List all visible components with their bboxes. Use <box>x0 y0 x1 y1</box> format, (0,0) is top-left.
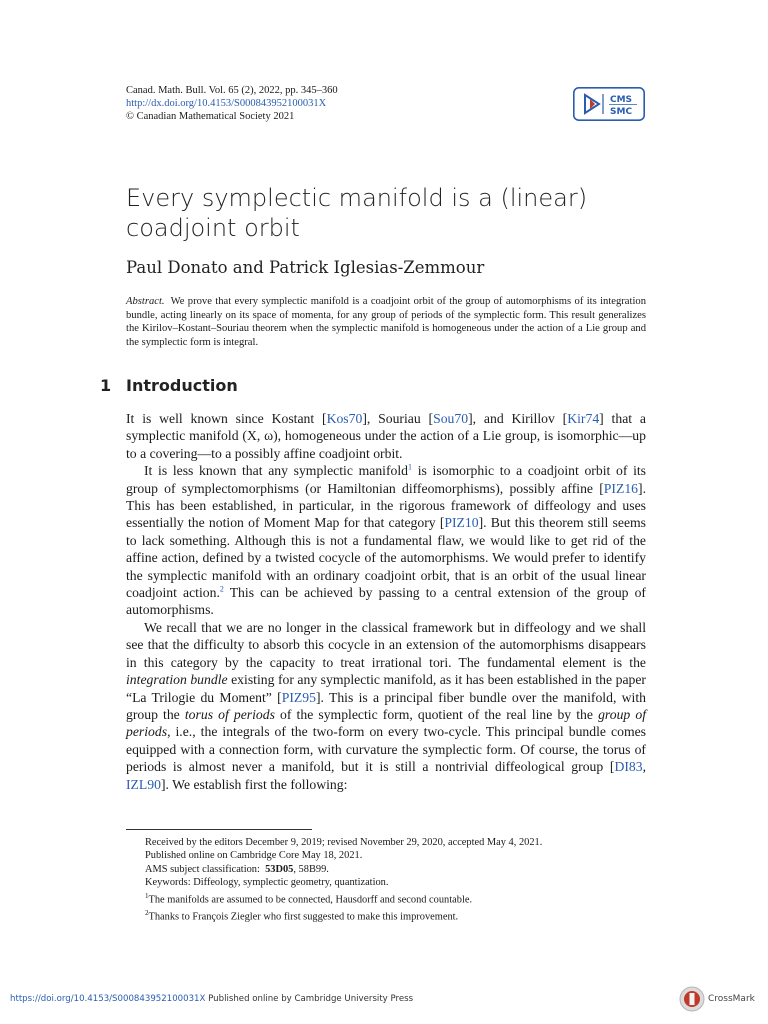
cms-smc-logo <box>573 87 645 121</box>
logo-text-cms: CMS <box>610 95 633 105</box>
journal-header <box>126 84 338 123</box>
section-number: 1 <box>100 376 112 395</box>
logo-text-smc: SMC <box>610 107 633 117</box>
footnote-rule <box>126 829 312 830</box>
crossmark-badge[interactable] <box>679 986 759 1012</box>
abstract-text: We prove that every symplectic manifold is a coadjoint orbit of the group of automorphisms of its integration bundle, acting linearly on its space of momenta, for any group of periods of the symplectic form. This result generalizes the Kirilov–Kostant–Souriau theorem when the symplectic manifold is homogeneous under the action of a Lie group and the symplectic form is integral. <box>126 296 646 348</box>
citation-kir74[interactable]: Kir74 <box>567 411 600 426</box>
footnote-1: $^1$The manifolds are assumed to be connected, Hausdorff and second countable. <box>145 891 473 906</box>
paragraph-1: It is well known since Kostant [Kos70], Souriau [Sou70], and Kirillov [Kir74] that a symplectic manifold (X, ω), homogeneous under the action of a Lie group, is isomorphic—up to a covering—to a possibly affine coadjoint orbit. <box>126 411 646 461</box>
citation-di83[interactable]: DI83 <box>614 759 643 775</box>
received-dates: Received by the editors December 9, 2019; revised November 29, 2020, accepted May 4, 2021. <box>145 837 543 848</box>
published-online: Published online on Cambridge Core May 18, 2021. <box>145 850 363 862</box>
crossmark-label: CrossMark <box>708 994 755 1004</box>
doi-link[interactable]: http://dx.doi.org/10.4153/S000843952100031X <box>126 98 327 109</box>
bottom-doi-line: https://doi.org/10.4153/S000843952100031X Published online by Cambridge University Press <box>10 994 414 1004</box>
paragraph-2: It is less known that any symplectic manifold$^1$ is isomorphic to a coadjoint orbit of its group of symplectomorphisms (or Hamiltonian diffeomorphisms), possibly affine [PIZ16]. This has been established, in particular, in the rigorous framework of diffeology and uses essentially the notion of Moment Map for that category [PIZ10]. But this theorem still seems to lack something. Although this is not a fundamental flaw, we would like to get rid of the affine action, defined by a twisted cocycle of the automorphisms. We would prefer to identify the symplectic manifold with an ordinary coadjoint orbit, that is an orbit of the usual linear coadjoint action.$^2$ This can be achieved by passing to a central extension of the group of automorphisms. <box>126 462 647 618</box>
citation-piz16[interactable]: PIZ16 <box>603 480 639 496</box>
body-text <box>126 410 646 793</box>
footnote-2: $^2$Thanks to François Ziegler who first suggested to make this improvement. <box>145 908 459 922</box>
abstract-label: Abstract. <box>126 296 165 307</box>
keywords: Keywords: Diffeology, symplectic geometry, quantization. <box>145 877 389 889</box>
section-title: Introduction <box>126 376 238 395</box>
journal-citation: Canad. Math. Bull. Vol. 65 (2), 2022, pp. 345–360 <box>126 85 338 96</box>
footnotes <box>145 836 645 923</box>
citation-piz10[interactable]: PIZ10 <box>444 515 479 531</box>
citation-piz95[interactable]: PIZ95 <box>281 689 316 705</box>
copyright: © Canadian Mathematical Society 2021 <box>126 111 295 122</box>
citation-kos70[interactable]: Kos70 <box>326 411 363 426</box>
paper-authors: Paul Donato and Patrick Iglesias-Zemmour <box>126 258 485 277</box>
bottom-doi-link[interactable]: https://doi.org/10.4153/S000843952100031X <box>10 994 206 1004</box>
abstract <box>126 295 646 349</box>
citation-sou70[interactable]: Sou70 <box>433 411 469 426</box>
citation-izl90[interactable]: IZL90 <box>126 776 161 792</box>
footnote-ref-1[interactable]: 1 <box>408 462 413 472</box>
paper-title: Every symplectic manifold is a (linear) coadjoint orbit <box>126 184 588 242</box>
section-heading <box>100 376 238 395</box>
ams-classification: AMS subject classification: 53D05, 58B99. <box>145 863 329 875</box>
crossmark-icon <box>679 986 705 1012</box>
paragraph-3: We recall that we are no longer in the classical framework but in diffeology and we shall see that the difficulty to absorb this cocycle in an extension of the automorphisms disappears in this category by the capacity to treat irrational tori. The fundamental element is the integration bundle existing for any symplectic manifold, as it has been established in the paper “La Trilogie du Moment” [PIZ95]. This is a principal fiber bundle over the manifold, with group the torus of periods of the symplectic form, quotient of the real line by the group of periods, i.e., the integrals of the two-form on every two-cycle. This principal bundle comes equipped with a connection form, with curvature the symplectic form. Of course, the torus of periods is almost never a manifold, but it is still a nontrivial diffeological group [DI83, IZL90]. We establish first the following: <box>126 619 647 792</box>
footnote-ref-2[interactable]: 2 <box>219 584 224 594</box>
